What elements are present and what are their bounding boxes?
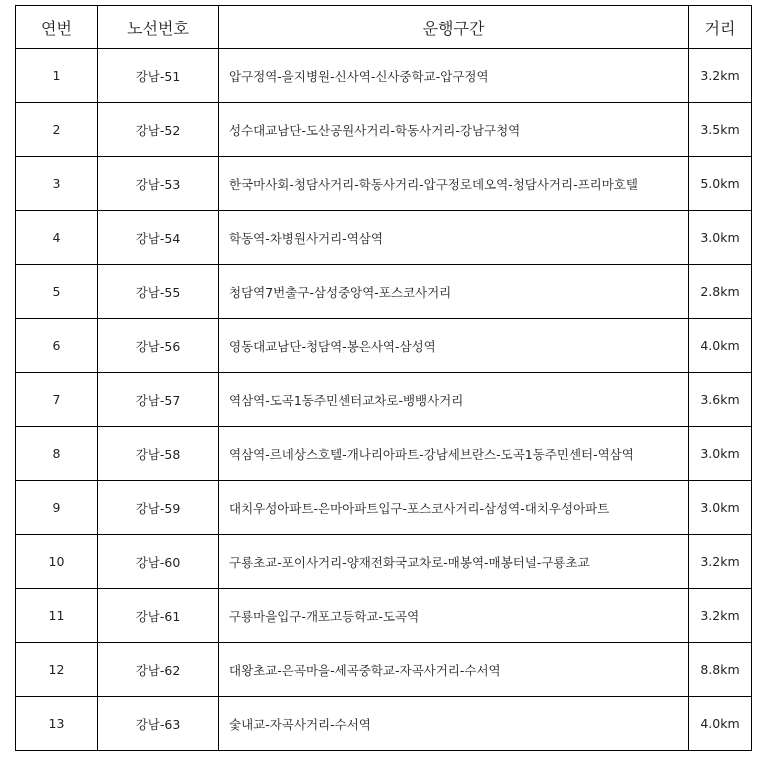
cell-no: 3 — [16, 157, 98, 211]
table-row — [16, 535, 752, 589]
table-row — [16, 373, 752, 427]
cell-route: 강남-51 — [98, 49, 219, 103]
cell-section: 압구정역-을지병원-신사역-신사중학교-압구정역 — [219, 49, 689, 103]
cell-section: 숯내교-자곡사거리-수서역 — [219, 697, 689, 751]
cell-distance: 8.8km — [689, 643, 752, 697]
cell-route: 강남-56 — [98, 319, 219, 373]
table-row — [16, 103, 752, 157]
table-row — [16, 265, 752, 319]
table-row — [16, 211, 752, 265]
cell-no: 4 — [16, 211, 98, 265]
cell-distance: 3.2km — [689, 49, 752, 103]
header-section: 운행구간 — [219, 6, 689, 49]
cell-distance: 3.0km — [689, 481, 752, 535]
table-row — [16, 427, 752, 481]
cell-section: 대치우성아파트-은마아파트입구-포스코사거리-삼성역-대치우성아파트 — [219, 481, 689, 535]
cell-section: 청담역7번출구-삼성중앙역-포스코사거리 — [219, 265, 689, 319]
table-row — [16, 643, 752, 697]
table-row — [16, 319, 752, 373]
cell-section: 역삼역-르네상스호텔-개나리아파트-강남세브란스-도곡1동주민센터-역삼역 — [219, 427, 689, 481]
cell-no: 5 — [16, 265, 98, 319]
cell-section: 구룡초교-포이사거리-양재전화국교차로-매봉역-매봉터널-구룡초교 — [219, 535, 689, 589]
cell-section: 성수대교남단-도산공원사거리-학동사거리-강남구청역 — [219, 103, 689, 157]
cell-section: 학동역-차병원사거리-역삼역 — [219, 211, 689, 265]
cell-route: 강남-57 — [98, 373, 219, 427]
cell-distance: 3.5km — [689, 103, 752, 157]
cell-distance: 2.8km — [689, 265, 752, 319]
cell-no: 8 — [16, 427, 98, 481]
cell-route: 강남-52 — [98, 103, 219, 157]
cell-route: 강남-59 — [98, 481, 219, 535]
cell-no: 11 — [16, 589, 98, 643]
cell-section: 한국마사회-청담사거리-학동사거리-압구정로데오역-청담사거리-프리마호텔 — [219, 157, 689, 211]
cell-distance: 3.2km — [689, 535, 752, 589]
header-distance: 거리 — [689, 6, 752, 49]
table-row — [16, 589, 752, 643]
cell-no: 7 — [16, 373, 98, 427]
cell-distance: 4.0km — [689, 319, 752, 373]
cell-route: 강남-58 — [98, 427, 219, 481]
cell-route: 강남-62 — [98, 643, 219, 697]
route-table — [15, 5, 752, 751]
table-row — [16, 157, 752, 211]
cell-route: 강남-61 — [98, 589, 219, 643]
cell-distance: 3.2km — [689, 589, 752, 643]
cell-route: 강남-63 — [98, 697, 219, 751]
header-route: 노선번호 — [98, 6, 219, 49]
cell-no: 12 — [16, 643, 98, 697]
cell-route: 강남-54 — [98, 211, 219, 265]
cell-distance: 3.0km — [689, 427, 752, 481]
cell-route: 강남-60 — [98, 535, 219, 589]
cell-no: 13 — [16, 697, 98, 751]
cell-section: 대왕초교-은곡마을-세곡중학교-자곡사거리-수서역 — [219, 643, 689, 697]
table-row — [16, 697, 752, 751]
cell-no: 2 — [16, 103, 98, 157]
cell-no: 10 — [16, 535, 98, 589]
header-row — [16, 6, 752, 49]
cell-distance: 3.6km — [689, 373, 752, 427]
cell-distance: 5.0km — [689, 157, 752, 211]
cell-section: 영동대교남단-청담역-봉은사역-삼성역 — [219, 319, 689, 373]
table-row — [16, 49, 752, 103]
cell-no: 9 — [16, 481, 98, 535]
cell-distance: 3.0km — [689, 211, 752, 265]
cell-route: 강남-53 — [98, 157, 219, 211]
header-no: 연번 — [16, 6, 98, 49]
table-row — [16, 481, 752, 535]
cell-route: 강남-55 — [98, 265, 219, 319]
cell-distance: 4.0km — [689, 697, 752, 751]
cell-section: 구룡마을입구-개포고등학교-도곡역 — [219, 589, 689, 643]
cell-no: 6 — [16, 319, 98, 373]
cell-no: 1 — [16, 49, 98, 103]
cell-section: 역삼역-도곡1동주민센터교차로-뱅뱅사거리 — [219, 373, 689, 427]
